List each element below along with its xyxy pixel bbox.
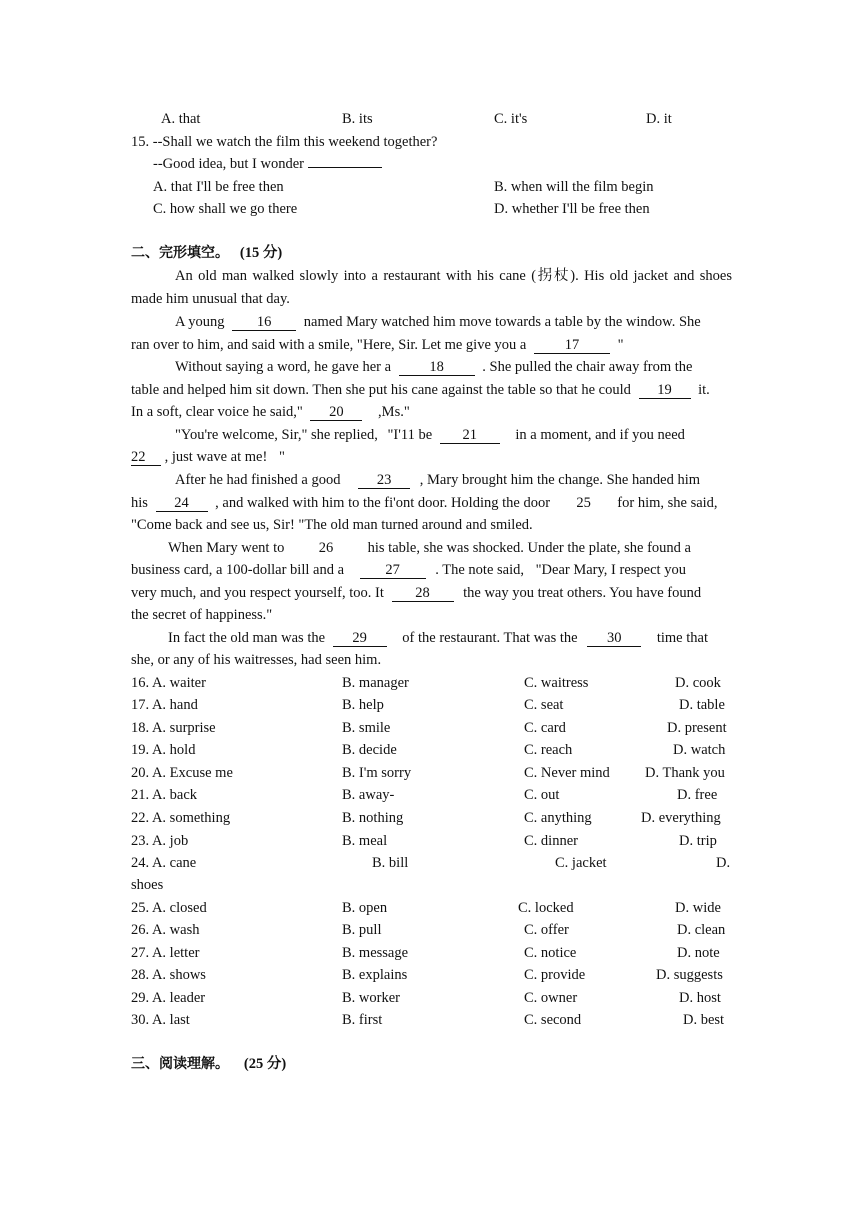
option-30-d: D. best <box>683 1012 725 1028</box>
passage-line: the secret of happiness." <box>131 607 273 623</box>
option-20-b: B. I'm sorry <box>342 765 412 781</box>
option-27-a: 27. A. letter <box>131 945 200 961</box>
option-29-a: 29. A. leader <box>131 990 206 1006</box>
passage-line: "You're welcome, Sir," she replied, "I'11 be 21 in a moment, and if you need <box>175 427 685 443</box>
option-23-a: 23. A. job <box>131 833 189 849</box>
blank-27: 27 <box>360 562 426 579</box>
option-27-d: D. note <box>677 945 720 961</box>
option-16-d: D. cook <box>675 675 721 691</box>
passage-line: his 24 , and walked with him to the fi'ont door. Holding the door 25 for him, she said, <box>131 495 718 511</box>
q15-blank <box>308 167 382 168</box>
passage-line: business card, a 100-dollar bill and a 27 . The note said, "Dear Mary, I respect you <box>131 562 686 578</box>
option-25-c: C. locked <box>518 900 574 916</box>
option-20-a: 20. A. Excuse me <box>131 765 233 781</box>
option-22-a: 22. A. something <box>131 810 231 826</box>
blank-22: 22 <box>131 449 161 466</box>
passage-line: When Mary went to 26 his table, she was shocked. Under the plate, she found a <box>168 540 691 556</box>
passage-line: After he had finished a good 23 , Mary brought him the change. She handed him <box>175 472 701 488</box>
q14-option-c: C. it's <box>494 111 528 127</box>
option-27-b: B. message <box>342 945 409 961</box>
option-21-b: B. away- <box>342 787 395 803</box>
passage-line: ran over to him, and said with a smile, "Here, Sir. Let me give you a 17 " <box>131 337 624 353</box>
blank-28: 28 <box>392 585 454 602</box>
option-26-d: D. clean <box>677 922 726 938</box>
option-28-b: B. explains <box>342 967 408 983</box>
q15-question: 15. --Shall we watch the film this weekend together? <box>131 134 438 150</box>
option-21-c: C. out <box>524 787 560 803</box>
q15-option-d: D. whether I'll be free then <box>494 201 650 217</box>
passage-line: very much, and you respect yourself, too. It 28 the way you treat others. You have found <box>131 585 702 601</box>
q15-option-b: B. when will the film begin <box>494 179 654 195</box>
option-22-c: C. anything <box>524 810 592 826</box>
option-23-b: B. meal <box>342 833 388 849</box>
option-29-b: B. worker <box>342 990 400 1006</box>
option-29-d: D. host <box>679 990 721 1006</box>
passage-line: In a soft, clear voice he said," 20 ,Ms." <box>131 404 410 420</box>
option-26-a: 26. A. wash <box>131 922 200 938</box>
passage-line: A young 16 named Mary watched him move towards a table by the window. She <box>175 314 701 330</box>
blank-29: 29 <box>333 630 387 647</box>
blank-21: 21 <box>440 427 500 444</box>
option-24-a: 24. A. cane <box>131 855 197 871</box>
passage-line: she, or any of his waitresses, had seen him. <box>131 652 382 668</box>
option-26-b: B. pull <box>342 922 382 938</box>
blank-23: 23 <box>358 472 410 489</box>
option-30-a: 30. A. last <box>131 1012 190 1028</box>
option-17-b: B. help <box>342 697 384 713</box>
blank-30: 30 <box>587 630 641 647</box>
option-28-d: D. suggests <box>656 967 723 983</box>
option-30-b: B. first <box>342 1012 383 1028</box>
option-23-d: D. trip <box>679 833 717 849</box>
option-27-c: C. notice <box>524 945 577 961</box>
option-23-c: C. dinner <box>524 833 578 849</box>
blank-25: 25 <box>576 495 591 511</box>
q15-option-a: A. that I'll be free then <box>153 179 284 195</box>
option-17-d: D. table <box>679 697 725 713</box>
passage-line: made him unusual that day. <box>131 291 290 307</box>
option-25-d: D. wide <box>675 900 721 916</box>
option-25-a: 25. A. closed <box>131 900 207 916</box>
passage-line: "Come back and see us, Sir! "The old man turned around and smiled. <box>131 517 533 533</box>
passage-line: In fact the old man was the 29 of the restaurant. That was the 30 time that <box>168 630 708 646</box>
blank-24: 24 <box>156 495 208 512</box>
option-19-d: D. watch <box>673 742 726 758</box>
blank-17: 17 <box>534 337 610 354</box>
option-16-b: B. manager <box>342 675 409 691</box>
passage-line: 22 , just wave at me! " <box>131 449 285 465</box>
passage-line: An old man walked slowly into a restaurant with his cane (拐杖). His old jacket and shoes <box>175 268 732 284</box>
q14-option-a: A. that <box>161 111 201 127</box>
passage-line: Without saying a word, he gave her a 18 . She pulled the chair away from the <box>175 359 693 375</box>
option-24-d: D. <box>716 855 731 871</box>
option-22-d: D. everything <box>641 810 721 826</box>
option-17-c: C. seat <box>524 697 564 713</box>
option-24-b: B. bill <box>372 855 409 871</box>
option-25-b: B. open <box>342 900 388 916</box>
option-18-b: B. smile <box>342 720 391 736</box>
option-22-b: B. nothing <box>342 810 404 826</box>
passage-line: table and helped him sit down. Then she put his cane against the table so that he could 19 it. <box>131 382 710 398</box>
q14-option-d: D. it <box>646 111 672 127</box>
blank-18: 18 <box>399 359 475 376</box>
option-21-a: 21. A. back <box>131 787 198 803</box>
option-30-c: C. second <box>524 1012 582 1028</box>
blank-20: 20 <box>310 404 362 421</box>
blank-26: 26 <box>318 540 334 556</box>
option-18-c: C. card <box>524 720 566 736</box>
option-26-c: C. offer <box>524 922 569 938</box>
blank-19: 19 <box>639 382 691 399</box>
q15-option-c: C. how shall we go there <box>153 201 298 217</box>
option-24-d-text: shoes <box>131 877 164 893</box>
option-28-c: C. provide <box>524 967 586 983</box>
option-18-a: 18. A. surprise <box>131 720 216 736</box>
q14-option-b: B. its <box>342 111 373 127</box>
option-19-b: B. decide <box>342 742 397 758</box>
blank-16: 16 <box>232 314 296 331</box>
option-16-c: C. waitress <box>524 675 589 691</box>
option-20-c: C. Never mind <box>524 765 610 781</box>
option-18-d: D. present <box>667 720 727 736</box>
option-19-c: C. reach <box>524 742 573 758</box>
option-29-c: C. owner <box>524 990 578 1006</box>
q15-reply: --Good idea, but I wonder <box>153 155 382 173</box>
option-20-d: D. Thank you <box>645 765 725 781</box>
option-24-c: C. jacket <box>555 855 607 871</box>
section-3-heading: 三、阅读理解。 (25 分) <box>131 1056 287 1072</box>
option-17-a: 17. A. hand <box>131 697 198 713</box>
option-19-a: 19. A. hold <box>131 742 196 758</box>
section-2-heading: 二、完形填空。 (15 分) <box>131 245 283 261</box>
option-28-a: 28. A. shows <box>131 967 206 983</box>
option-16-a: 16. A. waiter <box>131 675 206 691</box>
option-21-d: D. free <box>677 787 718 803</box>
